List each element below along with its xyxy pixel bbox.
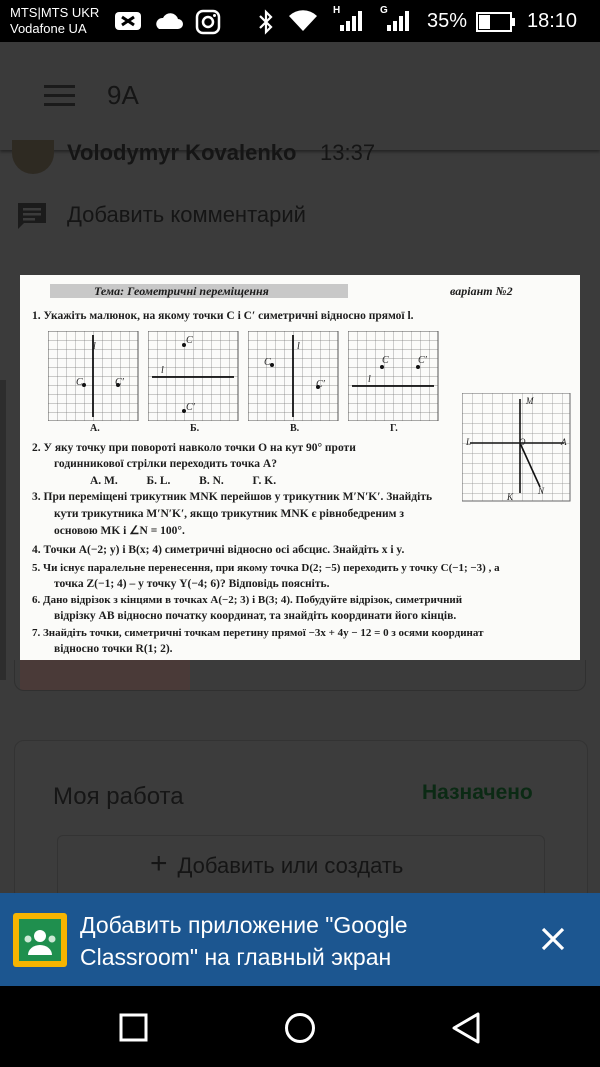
question-6-line-2: відрізку AB відносно початку координат, та знайдіть координати його кінців.: [54, 610, 457, 622]
app-bar: [0, 42, 600, 150]
navigation-bar: [0, 986, 600, 1067]
rotation-point-k: K: [507, 492, 514, 502]
question-3-line-2: кути трикутника M′N′K′, якщо трикутник MNK є рівнобедреним з: [54, 508, 404, 520]
status-bar: [0, 0, 600, 42]
figure-label-g: Г.: [390, 423, 398, 434]
assignment-status: Назначено: [422, 781, 533, 804]
menu-icon[interactable]: [44, 85, 75, 107]
back-icon[interactable]: [449, 1010, 485, 1046]
rotation-point-l: L: [466, 437, 472, 447]
question-2-options: А. M. Б. L. В. N. Г. K.: [90, 475, 277, 487]
grid-figure-g: [348, 331, 440, 421]
carrier-line-2: Vodafone UA: [10, 21, 87, 36]
rotation-point-o: O: [519, 437, 526, 447]
g-network-label: G: [380, 5, 388, 16]
grid-a-point-c-prime: C′: [115, 377, 124, 388]
signal-icon-2: [385, 9, 413, 33]
question-6-line-1: 6. Дано відрізок з кінцями в точках A(−2; 3) і B(3; 4). Побудуйте відрізок, симетричний: [32, 594, 463, 606]
question-2-line-1: 2. У яку точку при повороті навколо точки O на кут 90° проти: [32, 442, 356, 454]
question-7-line-1: 7. Знайдіть точки, симетричні точкам перетину прямої −3x + 4y − 12 = 0 з осями координат: [32, 627, 484, 639]
battery-icon: [476, 12, 516, 32]
figure-label-a: А.: [90, 423, 100, 434]
rotation-grid-figure: [462, 393, 572, 503]
avatar: [12, 140, 54, 174]
grid-a-point-c: C: [76, 377, 83, 388]
question-4: 4. Точки A(−2; y) і B(x; 4) симетричні відносно осі абсцис. Знайдіть x і y.: [32, 544, 405, 556]
worksheet-image[interactable]: [20, 275, 580, 660]
class-title: 9A: [107, 80, 139, 110]
install-banner-text: Добавить приложение "Google Classroom" на главный экран: [80, 912, 408, 970]
grid-b-point-c: C: [186, 335, 193, 346]
post-time: 13:37: [320, 140, 376, 165]
add-or-create-label: [150, 847, 404, 880]
grid-b-line-label: l: [161, 365, 164, 376]
grid-g-point-c: C: [382, 355, 389, 366]
cloud-icon: [152, 11, 184, 31]
grid-figure-v: [248, 331, 340, 421]
battery-percent: 35%: [427, 10, 468, 32]
question-3-line-1: 3. При переміщені трикутник MNK перейшов у трикутник M′N′K′. Знайдіть: [32, 491, 433, 503]
worksheet-variant: варіант №2: [450, 284, 513, 298]
carrier-line-1: MTS|MTS UKR: [10, 5, 100, 20]
figure-label-v: В.: [290, 423, 300, 434]
recent-apps-icon[interactable]: [118, 1012, 150, 1044]
message-icon: [113, 9, 143, 33]
grid-g-point-c-prime: C′: [418, 355, 427, 366]
plus-icon: +: [150, 847, 168, 880]
grid-b-point-c-prime: C′: [186, 402, 195, 413]
comment-icon: [16, 201, 48, 231]
grid-g-line-label: l: [368, 374, 371, 385]
attachment-card: [14, 660, 586, 691]
rotation-point-a: A: [561, 437, 567, 447]
google-classroom-icon: [13, 913, 67, 967]
question-1: 1. Укажіть малюнок, на якому точки C і C′ симетричні відносно прямої l.: [32, 310, 414, 322]
grid-v-point-c: C: [264, 357, 271, 368]
h-network-label: H: [333, 5, 341, 16]
question-5-line-2: точка Z(−1; 4) – у точку Y(−4; 6)? Відповідь поясніть.: [54, 578, 330, 590]
home-icon[interactable]: [282, 1010, 318, 1046]
grid-v-line-label: l: [297, 341, 300, 352]
signal-icon-1: [338, 9, 366, 33]
grid-v-point-c-prime: C′: [316, 379, 325, 390]
question-5-line-1: 5. Чи існує паралельне перенесення, при якому точка D(2; −5) переходить у точку C(−1; −3) , а: [32, 562, 500, 574]
sidebar-edge: [0, 380, 6, 680]
carrier-info: [10, 5, 99, 37]
clock: 18:10: [527, 10, 578, 32]
rotation-point-m: M: [526, 396, 534, 406]
wifi-icon: [288, 9, 318, 33]
instagram-icon: [195, 9, 221, 35]
close-icon[interactable]: [538, 924, 568, 954]
grid-a-line-label: l: [93, 341, 96, 352]
post-author: Volodymyr Kovalenko: [67, 140, 297, 165]
figure-label-b: Б.: [190, 423, 200, 434]
add-comment-button[interactable]: Добавить комментарий: [67, 202, 306, 227]
question-2-line-2: годинникової стрілки переходить точка A?: [54, 458, 277, 470]
worksheet-topic: Тема: Геометричні переміщення: [94, 284, 269, 298]
rotation-point-n: N: [538, 486, 545, 496]
bluetooth-icon: [256, 8, 276, 36]
question-3-line-3: основою MK і ∠N = 100°.: [54, 525, 185, 537]
my-work-title: Моя работа: [53, 783, 184, 810]
question-7-line-2: відносно точки R(1; 2).: [54, 643, 173, 655]
add-or-create-text: Добавить или создать: [177, 853, 404, 878]
